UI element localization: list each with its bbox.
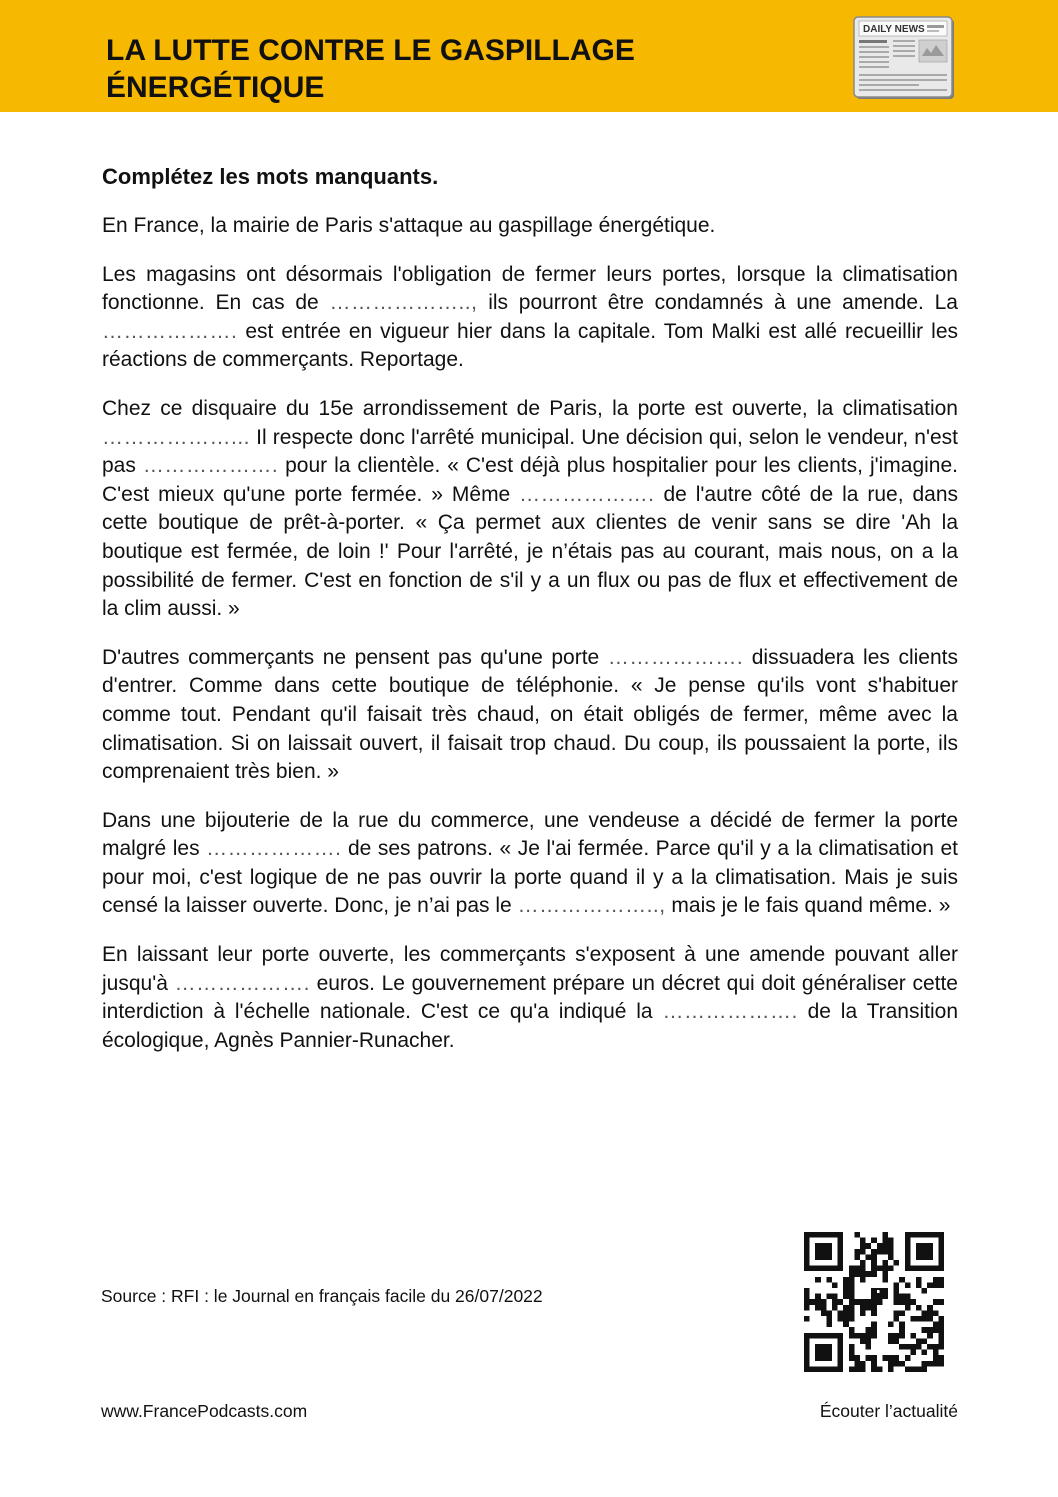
blank-field[interactable]: ……………….	[662, 1000, 798, 1024]
blank-field[interactable]: ………………...	[102, 425, 251, 449]
article-paragraph	[102, 261, 958, 375]
article-paragraph	[102, 941, 958, 1055]
paragraph-text: pour la clientèle. « C'est déjà plus hospitalier pour les clients, j'imagine. C'est mieux qu'une porte fermée. » Même	[102, 454, 958, 506]
qr-code-icon	[804, 1232, 944, 1372]
blank-field[interactable]: ………………..,	[329, 291, 478, 315]
article-paragraph	[102, 644, 958, 787]
paragraph-text: Chez ce disquaire du 15e arrondissement de Paris, la porte est ouverte, la climatisation	[102, 396, 958, 420]
page-title	[106, 32, 786, 106]
paragraph-text: euros. Le gouvernement prépare un décret qui doit généraliser cette interdiction à l'échelle nationale. C'est ce qu'a indiqué la	[102, 971, 958, 1024]
blank-field[interactable]: ……………….	[142, 454, 279, 478]
paragraph-text: D'autres commerçants ne pensent pas qu'une porte	[102, 645, 608, 669]
blank-field[interactable]: ……………….	[102, 319, 238, 343]
paragraph-text: Il respecte donc l'arrêté municipal. Une décision qui, selon le vendeur, n'est pas	[102, 425, 958, 478]
source-citation: Source : RFI : le Journal en français facile du 26/07/2022	[101, 1286, 543, 1306]
blank-field[interactable]: ……………….	[174, 971, 310, 995]
paragraph-text: de ses patrons. « Je l'ai fermée. Parce qu'il y a la climatisation et pour moi, c'est logique de ne pas ouvrir la porte quand il y a la climatisation. Mais je suis censé la laisser ouverte. Donc, je n’ai pas le	[102, 837, 959, 918]
blank-field[interactable]: ……………….	[607, 645, 744, 669]
paragraph-text: est entrée en vigueur hier dans la capitale. Tom Malki est allé recueillir les réactions de commerçants. Reportage.	[102, 319, 958, 372]
blank-field[interactable]: ……………….	[519, 482, 655, 506]
header-banner	[0, 0, 1058, 112]
article-paragraph	[102, 807, 958, 921]
article-paragraphs	[102, 212, 958, 1055]
page-title-line1: LA LUTTE CONTRE LE GASPILLAGE	[106, 34, 635, 67]
article-paragraph	[102, 395, 958, 624]
blank-field[interactable]: ………………..,	[517, 894, 666, 918]
newspaper-icon	[853, 16, 957, 102]
page-title-line2: ÉNERGÉTIQUE	[106, 71, 325, 104]
paragraph-text: Les magasins ont désormais l'obligation de fermer leurs portes, lorsque la climatisation fonctionne. En cas de	[102, 262, 958, 315]
article-paragraph	[102, 212, 958, 241]
paragraph-text: de l'autre côté de la rue, dans cette boutique de prêt-à-porter. « Ça permet aux clientes de venir sans se dire 'Ah la boutique est fermée, de loin !' Pour l'arrêté, je n’étais pas au courant, mais nous, on a la possibilité de fermer. C'est en fonction de s'il y a un flux ou pas de flux et effectivement de la clim aussi. »	[102, 482, 959, 621]
paragraph-text: dissuadera les clients d'entrer. Comme dans cette boutique de téléphonie. « Je pense qu'ils vont s'habituer comme tout. Pendant qu'il faisait très chaud, on était obligés de fermer, même avec la climatisation. Si on laissait ouvert, il faisait trop chaud. Du coup, ils poussaient la porte, ils comprenaient très bien. »	[102, 645, 958, 784]
newspaper-icon-title: DAILY NEWS	[863, 24, 925, 35]
paragraph-text: Dans une bijouterie de la rue du commerce, une vendeuse a décidé de fermer la porte malgré les	[102, 808, 958, 861]
paragraph-text: En laissant leur porte ouverte, les commerçants s'exposent à une amende pouvant aller jusqu'à	[102, 943, 958, 995]
paragraph-text: mais je le fais quand même. »	[665, 894, 951, 918]
footer-tagline: Écouter l’actualité	[819, 1401, 958, 1421]
blank-field[interactable]: ……………….	[206, 837, 342, 861]
paragraph-text: ils pourront être condamnés à une amende. La	[477, 291, 958, 315]
footer-website-link[interactable]: www.FrancePodcasts.com	[101, 1401, 308, 1421]
paragraph-text: En France, la mairie de Paris s'attaque au gaspillage énergétique.	[102, 214, 716, 237]
exercise-instruction: Complétez les mots manquants.	[102, 164, 439, 189]
article-content	[102, 162, 958, 1075]
paragraph-text: de la Transition écologique, Agnès Pannier-Runacher.	[102, 1000, 958, 1052]
